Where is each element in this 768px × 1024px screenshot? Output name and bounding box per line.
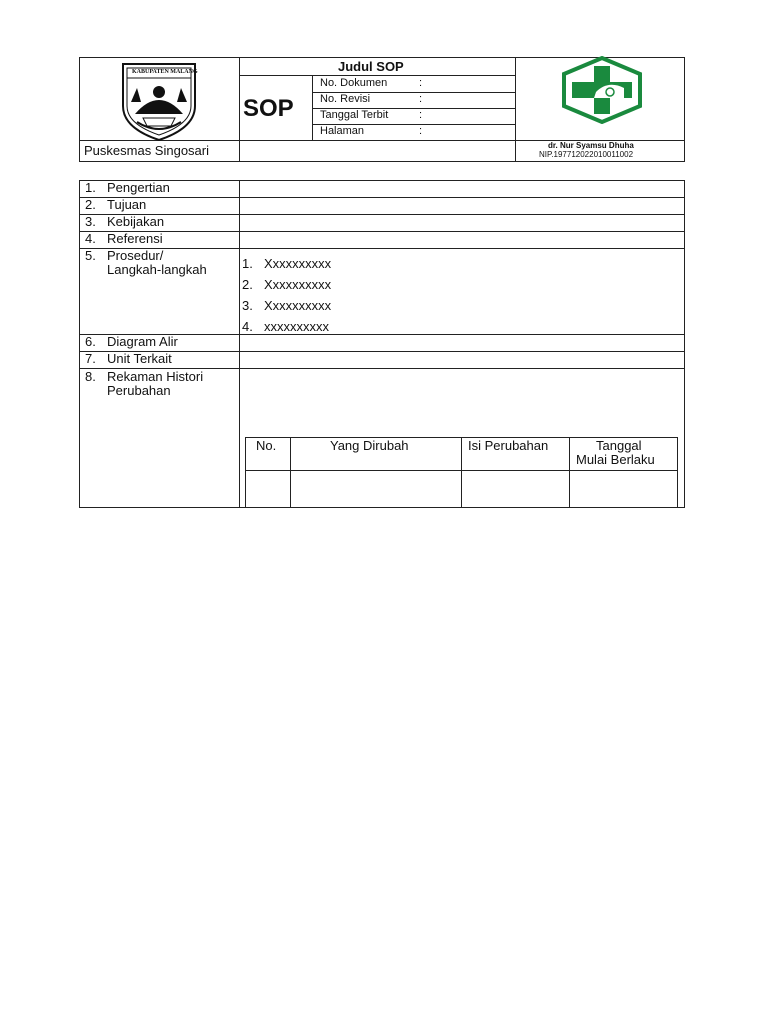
history-header-isi-perubahan: Isi Perubahan	[468, 438, 549, 453]
emblem-caption: KABUPATEN MALANG	[132, 69, 198, 75]
field-label-no-revisi: No. Revisi	[320, 93, 371, 105]
section-number: 4.	[85, 231, 96, 246]
step-number: 4.	[242, 319, 253, 334]
signatory-name: dr. Nur Syamsu Dhuha	[548, 141, 634, 150]
step-text: Xxxxxxxxxx	[264, 256, 332, 271]
section-label: Tujuan	[107, 197, 147, 212]
step-number: 2.	[242, 277, 253, 292]
field-sep: :	[419, 125, 423, 137]
section-number: 5.	[85, 248, 96, 263]
puskesmas-logo	[560, 56, 644, 124]
section-label: Diagram Alir	[107, 334, 178, 349]
field-label-halaman: Halaman	[320, 125, 365, 137]
section-number: 7.	[85, 351, 96, 366]
history-header-no: No.	[256, 438, 277, 453]
step-text: xxxxxxxxxx	[264, 319, 329, 334]
section-label: Prosedur/	[107, 248, 164, 263]
section-label: Pengertian	[107, 180, 170, 195]
signatory-nip: NIP.197712022010011002	[539, 150, 634, 159]
field-label-no-dokumen: No. Dokumen	[320, 77, 388, 89]
section-label-line2: Perubahan	[107, 383, 171, 398]
section-label: Rekaman Histori	[107, 369, 204, 384]
field-sep: :	[419, 77, 423, 89]
history-header-yang-dirubah: Yang Dirubah	[330, 438, 409, 453]
section-number: 2.	[85, 197, 96, 212]
section-label: Referensi	[107, 231, 163, 246]
step-number: 1.	[242, 256, 253, 271]
section-number: 8.	[85, 369, 96, 384]
field-label-tanggal-terbit: Tanggal Terbit	[320, 109, 389, 121]
step-text: Xxxxxxxxxx	[264, 298, 332, 313]
step-text: Xxxxxxxxxx	[264, 277, 332, 292]
history-header-mulai-berlaku: Mulai Berlaku	[576, 452, 655, 467]
section-label-line2: Langkah-langkah	[107, 262, 207, 277]
field-sep: :	[419, 109, 423, 121]
section-number: 3.	[85, 214, 96, 229]
history-header-tanggal: Tanggal	[596, 438, 642, 453]
field-sep: :	[419, 93, 423, 105]
section-number: 1.	[85, 180, 96, 195]
institution-name: Puskesmas Singosari	[84, 143, 209, 158]
section-label: Unit Terkait	[107, 351, 172, 366]
sop-title: Judul SOP	[338, 59, 404, 74]
sop-label: SOP	[243, 95, 294, 122]
section-label: Kebijakan	[107, 214, 165, 229]
section-number: 6.	[85, 334, 96, 349]
step-number: 3.	[242, 298, 253, 313]
kabupaten-malang-emblem	[117, 62, 201, 142]
